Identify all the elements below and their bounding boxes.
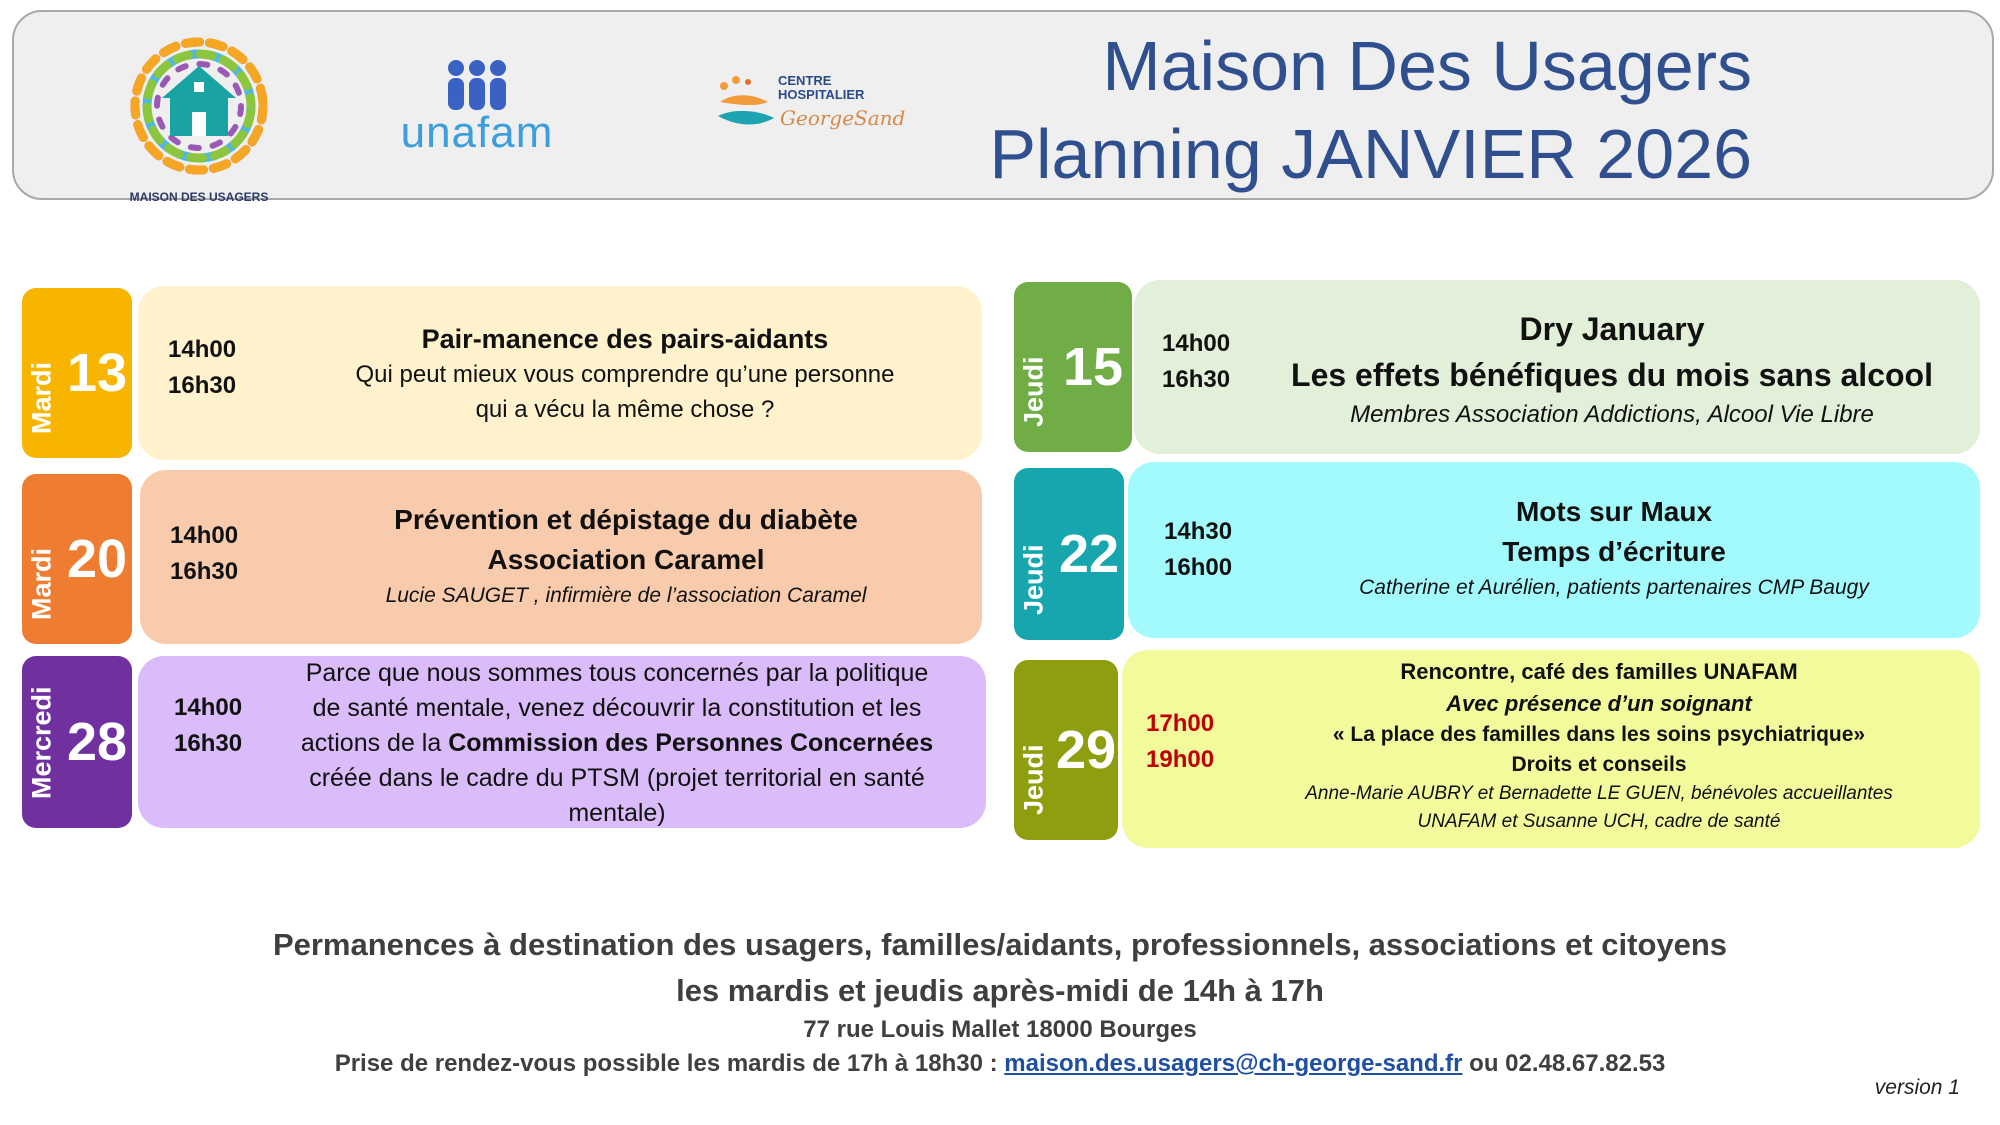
page-title-line1: Maison Des Usagers <box>1102 27 1752 105</box>
event-content <box>1232 656 1966 836</box>
start-time: 14h00 <box>1162 330 1231 357</box>
contact-suffix: ou 02.48.67.82.53 <box>1462 1050 1666 1077</box>
start-time: 14h00 <box>170 522 239 549</box>
event-times <box>1162 326 1230 398</box>
end-time: 16h00 <box>1164 554 1233 581</box>
footer-contact <box>0 1046 2000 1082</box>
event-line: Droits et conseils <box>1511 753 1687 776</box>
day-number: 13 <box>66 343 128 403</box>
end-time: 16h30 <box>168 372 237 399</box>
event-line: mentale) <box>568 799 666 827</box>
event-content <box>268 656 966 831</box>
start-time: 14h00 <box>174 694 243 721</box>
start-time: 14h30 <box>1164 518 1233 545</box>
day-number: 20 <box>66 529 128 589</box>
event-line: « La place des familles dans les soins psychiatrique» <box>1332 723 1866 746</box>
event-speaker: Membres Association Addictions, Alcool Vie Libre <box>1350 401 1874 428</box>
page-title-line2: Planning JANVIER 2026 <box>989 115 1752 193</box>
start-time: 17h00 <box>1146 710 1215 737</box>
chgs-line2: HOSPITALIER <box>778 87 865 102</box>
email-link[interactable]: maison.des.usagers@ch-george-sand.fr <box>1004 1050 1463 1077</box>
day-name: Jeudi <box>1018 544 1049 616</box>
day-name: Jeudi <box>1018 356 1049 428</box>
header-banner <box>12 10 1994 204</box>
day-box-22 <box>1014 468 1124 640</box>
event-content <box>288 322 962 427</box>
event-subtitle: Temps d’écriture <box>1502 536 1726 567</box>
event-title: Dry January <box>1519 311 1705 347</box>
day-name: Mercredi <box>26 686 57 800</box>
event-line: de santé mentale, venez découvrir la constitution et les <box>312 694 922 722</box>
event-line: Avec présence d’un soignant <box>1446 691 1752 716</box>
event-card-29 <box>1122 650 1980 848</box>
event-card-28 <box>138 656 986 828</box>
event-speaker: UNAFAM et Susanne UCH, cadre de santé <box>1417 811 1781 832</box>
event-title: Rencontre, café des familles UNAFAM <box>1400 659 1798 684</box>
event-times <box>1164 514 1232 586</box>
event-speaker: Catherine et Aurélien, patients partenaires CMP Baugy <box>1359 576 1869 599</box>
event-times <box>168 332 236 404</box>
event-line <box>268 726 966 761</box>
commission-name: Commission des Personnes Concernées <box>448 729 934 757</box>
day-number: 15 <box>1062 337 1124 397</box>
day-box-28 <box>22 656 132 828</box>
people-circle-icon <box>114 28 284 188</box>
maison-logo-text: MAISON DES USAGERS <box>129 190 269 204</box>
start-time: 14h00 <box>168 336 237 363</box>
chgs-name <box>778 74 864 102</box>
day-box-29 <box>1014 660 1118 840</box>
event-line: qui a vécu la même chose ? <box>475 396 775 423</box>
hands-icon <box>714 72 778 142</box>
event-line: créée dans le cadre du PTSM (projet territorial en santé <box>309 764 925 792</box>
event-title: Pair-manence des pairs-aidants <box>421 324 829 354</box>
event-content <box>290 500 962 612</box>
chgs-script: GeorgeSand <box>780 106 906 130</box>
event-content <box>1268 492 1960 604</box>
unafam-logo-text: unafam <box>400 108 554 157</box>
event-content <box>1264 306 1960 432</box>
version-label: version 1 <box>1874 1076 1960 1099</box>
event-card-13 <box>138 286 982 460</box>
event-line: Qui peut mieux vous comprendre qu’une personne <box>355 361 895 388</box>
day-box-20 <box>22 474 132 644</box>
maison-des-usagers-logo <box>114 28 284 208</box>
event-line: Parce que nous sommes tous concernés par la politique <box>305 659 929 687</box>
event-subtitle: Les effets bénéfiques du mois sans alcool <box>1291 357 1933 393</box>
event-speaker: Anne-Marie AUBRY et Bernadette LE GUEN, bénévoles accueillantes <box>1305 783 1893 804</box>
event-card-20 <box>140 470 982 644</box>
day-name: Mardi <box>26 362 57 435</box>
chgs-line1: CENTRE <box>778 73 832 88</box>
event-card-22 <box>1128 462 1980 638</box>
event-line-start: actions de la <box>300 729 449 757</box>
family-icon <box>392 56 562 116</box>
day-name: Jeudi <box>1018 744 1049 816</box>
day-number: 28 <box>66 712 128 772</box>
event-title: Mots sur Maux <box>1515 496 1713 527</box>
event-subtitle: Association Caramel <box>487 544 765 575</box>
day-name: Mardi <box>26 548 57 621</box>
event-times <box>1146 706 1214 778</box>
event-speaker: Lucie SAUGET , infirmière de l’association Caramel <box>385 584 867 607</box>
footer-line2: les mardis et jeudis après-midi de 14h à 17h <box>676 973 1324 1008</box>
end-time: 16h30 <box>1162 366 1231 393</box>
day-box-15 <box>1014 282 1132 452</box>
end-time: 19h00 <box>1146 746 1215 773</box>
day-box-13 <box>22 288 132 458</box>
footer-address: 77 rue Louis Mallet 18000 Bourges <box>803 1016 1197 1043</box>
event-times <box>170 518 238 590</box>
day-number: 29 <box>1055 720 1117 780</box>
day-number: 22 <box>1058 524 1120 584</box>
event-title: Prévention et dépistage du diabète <box>394 504 858 535</box>
unafam-logo <box>392 56 562 166</box>
event-card-15 <box>1134 280 1980 454</box>
centre-hospitalier-logo <box>714 72 914 152</box>
contact-prefix: Prise de rendez-vous possible les mardis de 17h à 18h30 : <box>334 1050 1005 1077</box>
end-time: 16h30 <box>170 558 239 585</box>
event-times <box>174 690 242 762</box>
footer-line1: Permanences à destination des usagers, familles/aidants, professionnels, associations et citoyens <box>272 927 1728 962</box>
end-time: 16h30 <box>174 730 243 757</box>
